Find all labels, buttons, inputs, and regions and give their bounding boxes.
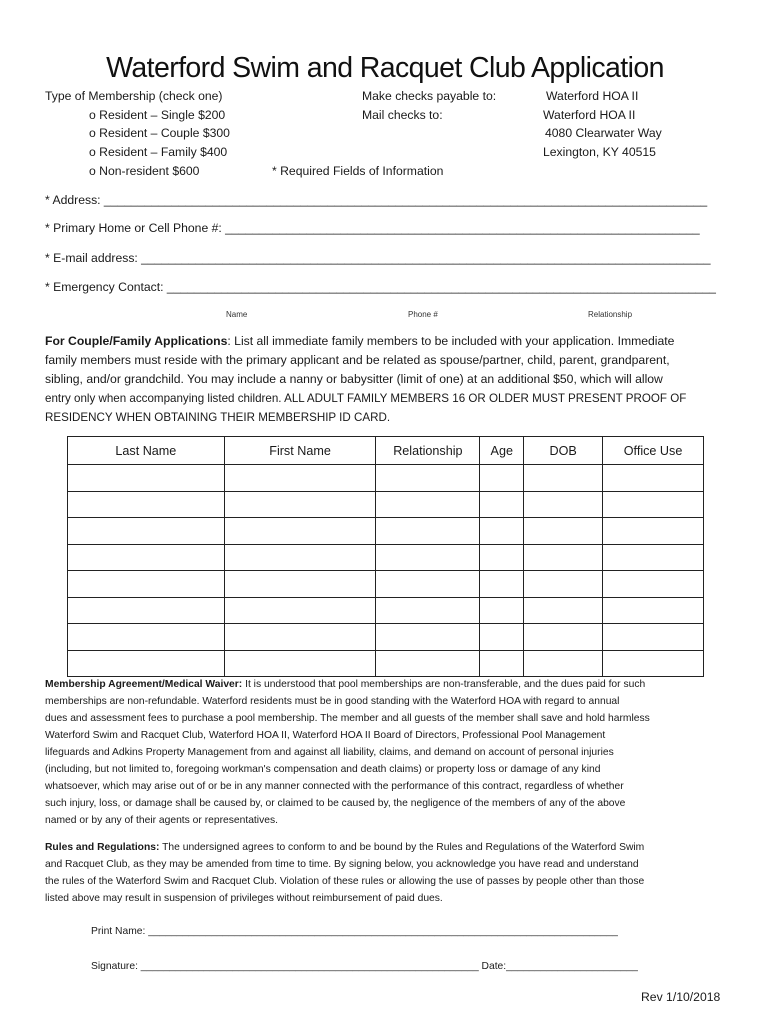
required-note: * Required Fields of Information: [272, 164, 444, 178]
waiver-line: Waterford Swim and Racquet Club, Waterford HOA II, Waterford HOA II Board of Directors, Professional Pool Management: [45, 730, 606, 741]
rules-line: listed above may result in suspension of privileges without reimbursement of paid dues.: [45, 893, 443, 904]
table-cell[interactable]: [480, 544, 524, 571]
table-cell[interactable]: [603, 650, 704, 677]
table-cell[interactable]: [224, 571, 376, 598]
waiver-line: memberships are non-refundable. Waterford residents must be in good standing with the Waterford HOA with regard to annual: [45, 696, 620, 707]
table-cell[interactable]: [603, 597, 704, 624]
table-cell[interactable]: [603, 624, 704, 651]
family-heading: For Couple/Family Applications: [45, 334, 228, 348]
table-row: [68, 491, 704, 518]
payee-name: Waterford HOA II: [546, 89, 639, 103]
table-cell[interactable]: [524, 544, 603, 571]
table-cell[interactable]: [376, 544, 480, 571]
payable-label: Make checks payable to:: [362, 89, 497, 103]
col-relationship: Relationship: [376, 437, 480, 465]
table-cell[interactable]: [376, 518, 480, 545]
table-row: [68, 544, 704, 571]
table-cell[interactable]: [524, 518, 603, 545]
emergency-contact-field[interactable]: * Emergency Contact: _________________________________________________________________________________: [45, 280, 716, 294]
rules-line: and Racquet Club, as they may be amended from time to time. By signing below, you acknowledge you have read and understand: [45, 859, 639, 870]
membership-option-family[interactable]: o Resident – Family $400: [89, 145, 228, 159]
table-cell[interactable]: [224, 650, 376, 677]
waiver-line: whatsoever, which may arise out of or be in any manner connected with the performance of this contract, regardless of whether: [45, 781, 624, 792]
table-cell[interactable]: [524, 597, 603, 624]
table-cell[interactable]: [224, 624, 376, 651]
membership-option-single[interactable]: o Resident – Single $200: [89, 108, 226, 122]
table-cell[interactable]: [524, 650, 603, 677]
col-age: Age: [480, 437, 524, 465]
mail-address-line-1: Waterford HOA II: [543, 108, 636, 122]
table-cell[interactable]: [224, 518, 376, 545]
table-cell[interactable]: [603, 465, 704, 492]
table-cell[interactable]: [68, 650, 225, 677]
table-cell[interactable]: [376, 491, 480, 518]
table-cell[interactable]: [480, 597, 524, 624]
waiver-line: (including, but not limited to, foregoing workman's compensation and death claims) or property loss or damage of any kind: [45, 764, 601, 775]
phone-field[interactable]: * Primary Home or Cell Phone #: ______________________________________________________________________: [45, 221, 700, 235]
mail-address-line-2: 4080 Clearwater Way: [545, 126, 662, 140]
email-field[interactable]: * E-mail address: ____________________________________________________________________________________: [45, 251, 711, 265]
col-first-name: First Name: [224, 437, 376, 465]
table-cell[interactable]: [524, 491, 603, 518]
table-row: [68, 624, 704, 651]
waiver-section: [45, 676, 725, 829]
rules-line: the rules of the Waterford Swim and Racquet Club. Violation of these rules or allowing the use of passes by people other than those: [45, 876, 645, 887]
mail-address-line-3: Lexington, KY 40515: [543, 145, 656, 159]
rules-line: The undersigned agrees to conform to and be bound by the Rules and Regulations of the Waterford Swim: [159, 842, 645, 853]
table-cell[interactable]: [480, 650, 524, 677]
table-cell[interactable]: [224, 491, 376, 518]
revision-date: Rev 1/10/2018: [641, 990, 721, 1004]
table-cell[interactable]: [224, 597, 376, 624]
table-cell[interactable]: [376, 571, 480, 598]
table-cell[interactable]: [68, 597, 225, 624]
table-cell[interactable]: [524, 624, 603, 651]
mail-label: Mail checks to:: [362, 108, 443, 122]
table-cell[interactable]: [68, 571, 225, 598]
address-field[interactable]: * Address: _________________________________________________________________________________________: [45, 193, 708, 207]
table-cell[interactable]: [603, 571, 704, 598]
table-cell[interactable]: [376, 650, 480, 677]
table-cell[interactable]: [480, 465, 524, 492]
membership-option-nonresident[interactable]: o Non-resident $600: [89, 164, 200, 178]
membership-heading: Type of Membership (check one): [45, 89, 223, 103]
signature-date-field[interactable]: Signature: ___________________________________________________________ Date:_______________________: [91, 961, 638, 972]
table-cell[interactable]: [603, 518, 704, 545]
membership-option-couple[interactable]: o Resident – Couple $300: [89, 126, 230, 140]
waiver-line: such injury, loss, or damage shall be caused by, or claimed to be caused by, the negligence of the members of any of the above: [45, 798, 626, 809]
waiver-line: It is understood that pool memberships are non-transferable, and the dues paid for such: [242, 679, 646, 690]
family-members-table: [67, 436, 704, 677]
table-cell[interactable]: [224, 544, 376, 571]
emergency-name-label: Name: [226, 310, 248, 319]
table-cell[interactable]: [480, 518, 524, 545]
table-cell[interactable]: [480, 491, 524, 518]
rules-heading: Rules and Regulations:: [45, 842, 160, 853]
table-cell[interactable]: [376, 597, 480, 624]
table-row: [68, 650, 704, 677]
rules-section: [45, 839, 725, 907]
waiver-heading: Membership Agreement/Medical Waiver:: [45, 679, 243, 690]
family-line: family members must reside with the primary applicant and be related as spouse/partner, child, parent, grandparent,: [45, 353, 670, 367]
table-cell[interactable]: [524, 571, 603, 598]
family-line: sibling, and/or grandchild. You may include a nanny or babysitter (limit of one) at an additional $50, which will allow: [45, 372, 663, 386]
table-cell[interactable]: [603, 491, 704, 518]
waiver-line: dues and assessment fees to purchase a pool membership. The member and all guests of the member shall save and hold harmless: [45, 713, 650, 724]
print-name-field[interactable]: Print Name: __________________________________________________________________________________: [91, 926, 618, 937]
table-row: [68, 571, 704, 598]
table-cell[interactable]: [480, 624, 524, 651]
table-cell[interactable]: [68, 624, 225, 651]
family-line: : List all immediate family members to be included with your application. Immediate: [227, 334, 675, 348]
table-cell[interactable]: [68, 491, 225, 518]
table-cell[interactable]: [480, 571, 524, 598]
table-cell[interactable]: [68, 518, 225, 545]
family-instructions: [45, 332, 725, 427]
table-cell[interactable]: [68, 465, 225, 492]
family-line: RESIDENCY WHEN OBTAINING THEIR MEMBERSHIP ID CARD.: [45, 411, 391, 424]
col-dob: DOB: [524, 437, 603, 465]
table-row: [68, 465, 704, 492]
table-cell[interactable]: [68, 544, 225, 571]
table-header-row: [68, 437, 704, 465]
table-row: [68, 597, 704, 624]
table-row: [68, 518, 704, 545]
emergency-phone-label: Phone #: [408, 310, 438, 319]
table-cell[interactable]: [376, 624, 480, 651]
table-cell[interactable]: [524, 465, 603, 492]
table-cell[interactable]: [603, 544, 704, 571]
emergency-relationship-label: Relationship: [588, 310, 633, 319]
family-line: entry only when accompanying listed children. ALL ADULT FAMILY MEMBERS 16 OR OLDER MUST PRESENT PROOF OF: [45, 392, 687, 405]
col-office-use: Office Use: [603, 437, 704, 465]
waiver-line: lifeguards and Adkins Property Management from and against all liability, claims, and demand on account of personal injuries: [45, 747, 614, 758]
col-last-name: Last Name: [68, 437, 225, 465]
table-cell[interactable]: [224, 465, 376, 492]
page-title: Waterford Swim and Racquet Club Application: [106, 52, 664, 84]
waiver-line: named or by any of their agents or representatives.: [45, 815, 278, 826]
table-cell[interactable]: [376, 465, 480, 492]
